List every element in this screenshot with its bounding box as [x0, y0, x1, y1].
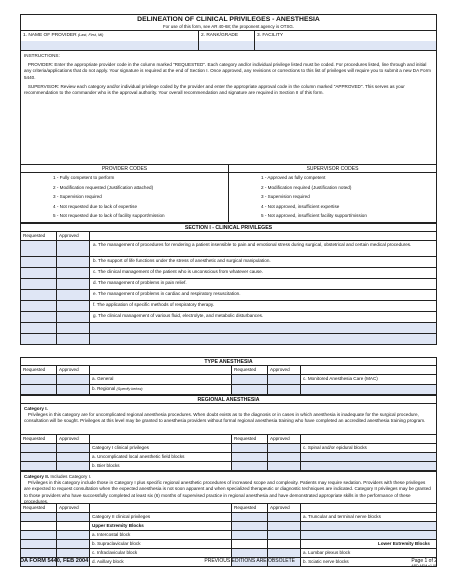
- provider-codes-title: PROVIDER CODES: [21, 165, 228, 173]
- table-row: [21, 268, 436, 279]
- bier-blocks-label: b. Bier blocks: [90, 462, 232, 470]
- requested-input[interactable]: [21, 279, 57, 289]
- approved-header: Approved: [268, 504, 301, 512]
- upper-extremity-title: Upper Extremity Blocks: [90, 522, 232, 530]
- category1-grid: [20, 435, 437, 471]
- approved-input[interactable]: [57, 531, 90, 539]
- requested-input[interactable]: [21, 301, 57, 311]
- upper-block-item: d. Axillary block: [90, 558, 232, 566]
- upper-block-item: b. Supraclavicular block: [90, 540, 232, 548]
- supervisor-codes-title: SUPERVISOR CODES: [229, 165, 436, 173]
- table-row: [21, 462, 436, 471]
- approved-input[interactable]: [268, 531, 301, 539]
- category1-text: Privileges in this category are for uncomplicated regional anesthesia procedures. When doubt exists as to the diagnosis or in cases in which anesthesia is inadequate for the surgical procedure, consultation will be sought. Privileges at this level may be granted to anesthesia providers without formal regional anesthesia training who have completed an accredited anesthesia training program.: [24, 412, 426, 424]
- requested-input[interactable]: [232, 549, 268, 557]
- requested-header: Requested: [21, 366, 57, 374]
- instructions-block: [20, 51, 437, 165]
- approved-input[interactable]: [57, 268, 90, 278]
- approved-input[interactable]: [57, 241, 90, 256]
- approved-input[interactable]: [57, 385, 90, 394]
- requested-input[interactable]: [232, 513, 268, 521]
- supervisor-code-item: 1 - Approved as fully competent: [261, 175, 326, 180]
- truncular-blocks-label: a. Truncular and terminal nerve blocks: [303, 514, 381, 519]
- lower-block-item: b. Sciatic nerve blocks: [303, 559, 349, 564]
- table-row: [21, 257, 436, 268]
- supervisor-code-item: 4 - Not approved, insufficient expertise: [261, 203, 340, 209]
- approved-input[interactable]: [268, 522, 301, 530]
- blank-header: [301, 435, 436, 443]
- form-header: [20, 14, 437, 31]
- approved-input[interactable]: [268, 513, 301, 521]
- category2-privileges-label: Category II clinical privileges: [90, 513, 232, 521]
- privilege-item: e. The management of problems in cardiac and respiratory resuscitation.: [93, 291, 241, 296]
- write-in-privilege-field[interactable]: [90, 323, 436, 333]
- category2-text: Privileges in this category include those in Category I plus specific regional anesthetic procedures of increased scope and complexity. Patients may require sedation. Providers with these privileges are expected to request consultation when the expected anesthesia is not soon apparent and when specialized therapeutic or diagnostic techniques are indicated. Category II privileges may be granted to those providers who have successfully completed at least six (6) months of supervised practice in regional anesthesia and have demonstrated appropriate skills in the performance of these procedures.: [24, 480, 431, 504]
- table-row: [21, 323, 436, 334]
- supervisor-codes: [229, 165, 436, 222]
- table-row: [21, 334, 436, 345]
- supervisor-instructions: [24, 84, 433, 96]
- upper-block-item: a. Intercostal block: [90, 531, 232, 539]
- provider-lead: PROVIDER:: [27, 62, 54, 68]
- supervisor-text: Review each category and/or individual privilege coded by the provider and enter the appropriate approval code in the column marked "APPROVED". This serves as your recommendation to the commander who is the approval authority. Your overall recommendation and signature are required in Section II of this form.: [24, 83, 405, 95]
- name-of-provider-field[interactable]: [21, 41, 198, 50]
- privilege-item: b. The support of life functions under the stress of anesthetic and surgical manipulation.: [93, 258, 271, 263]
- approved-input[interactable]: [57, 444, 90, 452]
- type-anesthesia-title: TYPE ANESTHESIA: [20, 357, 437, 366]
- name-of-provider-label: 1. NAME OF PROVIDER: [23, 32, 77, 38]
- requested-input[interactable]: [21, 385, 57, 394]
- provider-instructions: [24, 62, 433, 81]
- type-regional-label: b. Regional: [92, 386, 116, 391]
- requested-input[interactable]: [21, 312, 57, 322]
- requested-input[interactable]: [21, 375, 57, 384]
- requested-input[interactable]: [21, 241, 57, 256]
- requested-header: Requested: [232, 366, 268, 374]
- name-of-provider-cell: [21, 31, 199, 50]
- section1-title: SECTION I - CLINICAL PRIVILEGES: [20, 223, 437, 232]
- type-regional-note: (Specify below): [116, 387, 143, 391]
- name-hint: (Last, First, MI): [77, 32, 104, 37]
- type-general-label: a. General: [90, 375, 232, 384]
- approved-input[interactable]: [268, 549, 301, 557]
- regional-anesthesia-title: REGIONAL ANESTHESIA: [20, 395, 437, 404]
- table-row: [21, 385, 436, 395]
- blank-cell: [268, 540, 301, 548]
- blank-header: [90, 435, 232, 443]
- approved-input[interactable]: [57, 312, 90, 322]
- requested-input[interactable]: [232, 385, 268, 394]
- category2-description: [20, 471, 437, 504]
- type-header-row: [21, 366, 436, 375]
- form-subtitle: For use of this form, see AR 40-68; the proponent agency is OTSG.: [162, 24, 295, 30]
- blank-cell: [232, 540, 268, 548]
- approved-input[interactable]: [57, 301, 90, 311]
- supervisor-code-item: 5 - Not approved, insufficient facility support/mission: [261, 213, 367, 218]
- approved-header: Approved: [268, 366, 301, 374]
- upper-block-item: c. Infraclavicular block: [90, 549, 232, 557]
- privilege-item: c. The clinical management of the patient who is unconscious from whatever cause.: [93, 269, 263, 274]
- supervisor-code-item: 2 - Modification required (Justification noted): [261, 184, 352, 190]
- provider-code-item: 4 - Not requested due to lack of expertise: [53, 203, 138, 209]
- requested-input[interactable]: [232, 375, 268, 384]
- editions-notice: PREVIOUS EDITIONS ARE OBSOLETE: [204, 558, 295, 564]
- approved-input[interactable]: [57, 462, 90, 470]
- approved-input[interactable]: [268, 385, 301, 394]
- provider-info-row: [20, 31, 437, 51]
- type-mac-label: c. Monitored Anesthesia Care (MAC): [303, 376, 378, 381]
- requested-input[interactable]: [21, 540, 57, 548]
- approved-input[interactable]: [268, 453, 301, 461]
- table-row: [21, 301, 436, 312]
- table-row: [21, 522, 436, 531]
- provider-code-item: 5 - Not requested due to lack of facility support/mission: [53, 213, 165, 218]
- rank-grade-field[interactable]: [199, 41, 254, 50]
- approved-input[interactable]: [57, 334, 90, 344]
- category1-title: Category I.: [24, 406, 48, 411]
- blank-header: [301, 366, 436, 374]
- approved-header: Approved: [57, 504, 90, 512]
- category2-title: Category II.: [24, 474, 50, 479]
- table-row: [21, 453, 436, 462]
- blank-cell: [21, 522, 57, 530]
- approved-input[interactable]: [268, 375, 301, 384]
- blank-header: [90, 366, 232, 374]
- requested-header: Requested: [21, 232, 57, 240]
- table-row: [21, 531, 436, 540]
- section1-header-row: [21, 232, 436, 241]
- table-row: [21, 279, 436, 290]
- approved-input[interactable]: [57, 549, 90, 557]
- field-blocks-label: a. Uncomplicated local anesthetic field blocks: [90, 453, 232, 461]
- requested-input[interactable]: [21, 334, 57, 344]
- section1-grid: [20, 232, 437, 345]
- table-row: [21, 312, 436, 323]
- provider-text: Enter the appropriate provider code in the column marked "REQUESTED". Each category and/or individual privilege listed must be coded. For procedures listed, line through and initial any criteria/applications that do not apply. Your signature is required at the end of Section I. Once approved, any revisions or corrections to this list of privileges will require you to submit a new DA Form 5440.: [24, 62, 431, 80]
- write-in-field[interactable]: [301, 531, 436, 539]
- requested-input[interactable]: [21, 513, 57, 521]
- rank-grade-label: 2. RANK/GRADE: [201, 32, 239, 38]
- privilege-item: g. The clinical management of various fluid, electrolyte, and metabolic disturbances.: [93, 313, 264, 318]
- facility-field[interactable]: [255, 41, 436, 50]
- blank-header: [301, 504, 436, 512]
- category1-description: [20, 404, 437, 435]
- form-version: APD AEM v1.00: [411, 564, 437, 568]
- facility-cell: [255, 31, 436, 50]
- approved-input[interactable]: [268, 444, 301, 452]
- privilege-header: [90, 232, 436, 240]
- form-footer: [20, 558, 437, 568]
- requested-input[interactable]: [232, 444, 268, 452]
- approved-header: Approved: [268, 435, 301, 443]
- approved-input[interactable]: [57, 323, 90, 333]
- supervisor-lead: SUPERVISOR:: [27, 83, 60, 89]
- requested-header: Requested: [232, 435, 268, 443]
- approved-header: Approved: [57, 232, 90, 240]
- requested-input[interactable]: [21, 290, 57, 300]
- write-in-privilege-field[interactable]: [90, 334, 436, 344]
- requested-input[interactable]: [232, 522, 268, 530]
- supervisor-code-item: 3 - Supervision required: [261, 194, 310, 199]
- provider-codes: [21, 165, 229, 222]
- codes-table: [20, 165, 437, 223]
- requested-input[interactable]: [232, 531, 268, 539]
- table-row: [21, 513, 436, 522]
- requested-input[interactable]: [232, 462, 268, 470]
- write-in-field[interactable]: [301, 522, 436, 530]
- requested-header: Requested: [232, 504, 268, 512]
- requested-input[interactable]: [21, 462, 57, 470]
- requested-input[interactable]: [21, 444, 57, 452]
- provider-code-item: 1 - Fully competent to perform: [53, 175, 115, 180]
- blank-header: [90, 504, 232, 512]
- requested-input[interactable]: [21, 268, 57, 278]
- requested-input[interactable]: [21, 453, 57, 461]
- approved-input[interactable]: [57, 257, 90, 267]
- provider-code-item: 3 - Supervision required: [53, 194, 102, 199]
- privilege-item: f. The application of specific methods of respiratory therapy.: [93, 302, 215, 307]
- facility-label: 3. FACILITY: [257, 32, 284, 38]
- table-row: [21, 540, 436, 549]
- type-regional-cell: [90, 385, 232, 394]
- category2-subtitle: Includes Category I.: [50, 474, 92, 479]
- page-info: [411, 558, 437, 568]
- table-row: [21, 241, 436, 257]
- approved-header: Approved: [57, 366, 90, 374]
- approved-header: Approved: [57, 435, 90, 443]
- form-title: DELINEATION OF CLINICAL PRIVILEGES - ANESTHESIA: [137, 16, 320, 23]
- form-number: DA FORM 5440, FEB 2004: [20, 558, 89, 564]
- blank-cell: [57, 522, 90, 530]
- approved-input[interactable]: [57, 375, 90, 384]
- requested-header: Requested: [21, 435, 57, 443]
- privilege-item: a. The management of procedures for rendering a patient insensible to pain and emotional stress during surgical, obstetrical and certain medical procedures.: [93, 242, 412, 247]
- lower-extremity-title: Lower Extremity Blocks: [377, 541, 430, 546]
- provider-code-item: 2 - Modification requested (Justification attached): [53, 184, 154, 190]
- form-page: [20, 14, 437, 572]
- rank-grade-cell: [199, 31, 255, 50]
- approved-input[interactable]: [57, 279, 90, 289]
- cat1-header-row: [21, 435, 436, 444]
- category1-privileges-label: Category I clinical privileges: [90, 444, 232, 452]
- requested-input[interactable]: [21, 549, 57, 557]
- approved-input[interactable]: [57, 540, 90, 548]
- approved-input[interactable]: [57, 513, 90, 521]
- cat2-header-row: [21, 504, 436, 513]
- lower-block-item: a. Lumbar plexus block: [303, 550, 351, 555]
- requested-input[interactable]: [21, 531, 57, 539]
- page-number: Page 1 of 2: [411, 558, 437, 564]
- spinal-epidural-label: c. Spinal and/or epidural blocks: [303, 445, 367, 450]
- requested-input[interactable]: [21, 323, 57, 333]
- approved-input[interactable]: [57, 290, 90, 300]
- write-in-field[interactable]: [301, 453, 436, 461]
- table-row: [21, 375, 436, 385]
- privilege-item: d. The management of problems in pain relief.: [93, 280, 187, 285]
- type-anesthesia-grid: [20, 366, 437, 395]
- requested-input[interactable]: [232, 453, 268, 461]
- requested-input[interactable]: [21, 257, 57, 267]
- instructions-heading: INSTRUCTIONS:: [24, 53, 60, 58]
- table-row: [21, 549, 436, 558]
- table-row: [21, 290, 436, 301]
- approved-input[interactable]: [268, 462, 301, 470]
- write-in-field[interactable]: [301, 462, 436, 470]
- write-in-field[interactable]: [301, 385, 436, 394]
- table-row: [21, 444, 436, 453]
- approved-input[interactable]: [57, 453, 90, 461]
- requested-header: Requested: [21, 504, 57, 512]
